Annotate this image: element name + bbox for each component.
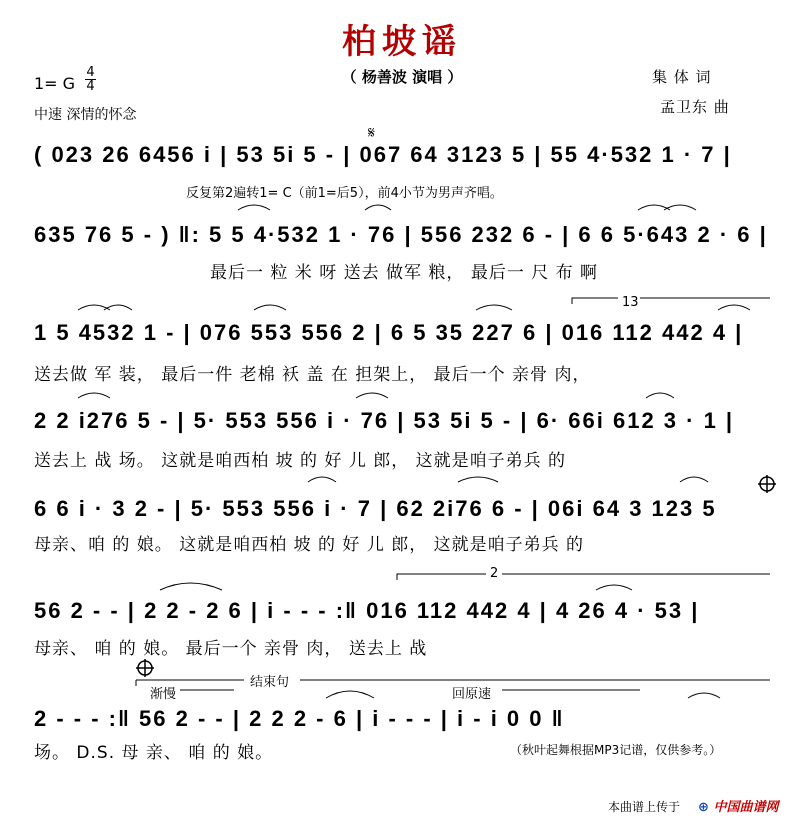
lyrics-row-5: 母亲、咱 的 娘。 这就是咱西柏 坡 的 好 儿 郎， 这就是咱子弟兵 的 [34,535,585,555]
segno-symbol [368,123,375,142]
lyrics-row-7: 场。 D.S. 母 亲、 咱 的 娘。 [34,743,274,763]
site-logo-icon: ⊕ [698,800,709,815]
a-tempo-marking: 回原速 [452,687,492,702]
volta-bracket-13 [572,298,770,304]
score-row-4: 2 2 i276 5 - | 5· 553 556 i · 76 | 53 5i 5 - | 6· 66i 612 3 · 1 | [34,408,735,433]
volta-13: 13 [622,295,639,310]
time-signature-denominator: 4 [86,79,95,94]
volta-bracket-2 [397,574,770,580]
repeat-instruction: 反复第2遍转1= C（前1=后5），前4小节为男声齐唱。 [186,186,503,201]
song-title: 柏坡谣 [342,22,462,62]
lyrics-row-2: 最后一 粒 米 呀 送去 做军 粮， 最后一 尺 布 啊 [210,263,599,283]
site-logo-text: 中国曲谱网 [713,800,779,815]
transcription-note: （秋叶起舞根据MP3记谱，仅供参考。） [510,743,722,757]
composer-credit: 孟卫东 曲 [660,98,730,116]
score-row-5: 6 6 i · 3 2 - | 5· 553 556 i · 7 | 62 2i76 6 - | 06i 64 3 123 5 [34,496,717,521]
volta-2: 2 [490,566,499,581]
score-row-1: ( 023 26 6456 i | 53 5i 5 - | 067 64 3123 5 | 55 4·532 1 · 7 | [34,142,732,167]
coda-symbol-left [136,659,154,677]
coda-section-label: 结束句 [250,675,290,690]
singer-credit: （ 杨善波 演唱 ） [341,68,463,86]
time-signature-numerator: 4 [86,65,95,80]
score-row-6: 56 2 - - | 2 2 - 2 6 | i - - - :‖ 016 112 442 4 | 4 26 4 · 53 | [34,598,700,623]
svg-text:𝄋: 𝄋 [368,123,375,142]
upload-label: 本曲谱上传于 [608,800,681,814]
tempo-marking: 中速 深情的怀念 [34,107,137,123]
coda-symbol-right [758,475,776,493]
slur-marks [78,205,750,698]
score-row-2: 635 76 5 - ) ‖: 5 5 4·532 1 · 76 | 556 232 6 - | 6 6 5·643 2 · 6 | [34,222,768,247]
coda-bracket [136,680,770,686]
lyrics-row-6: 母亲、 咱 的 娘。 最后一个 亲骨 肉， 送去上 战 [34,639,428,659]
lyrics-row-4: 送去上 战 场。 这就是咱西柏 坡 的 好 儿 郎， 这就是咱子弟兵 的 [34,451,567,471]
score-row-7: 2 - - - :‖ 56 2 - - | 2 2 2 - 6 | i - - - | i - i 0 0 ‖ [34,706,565,731]
ritardando-marking: 渐慢 [150,687,177,702]
score-row-3: 1 5 4532 1 - | 076 553 556 2 | 6 5 35 227 6 | 016 112 442 4 | [34,320,744,345]
key-signature: 1= G [34,74,76,93]
lyrics-row-3: 送去做 军 装， 最后一件 老棉 袄 盖 在 担架上， 最后一个 亲骨 肉， [34,365,591,385]
lyricist-credit: 集 体 词 [652,68,712,86]
